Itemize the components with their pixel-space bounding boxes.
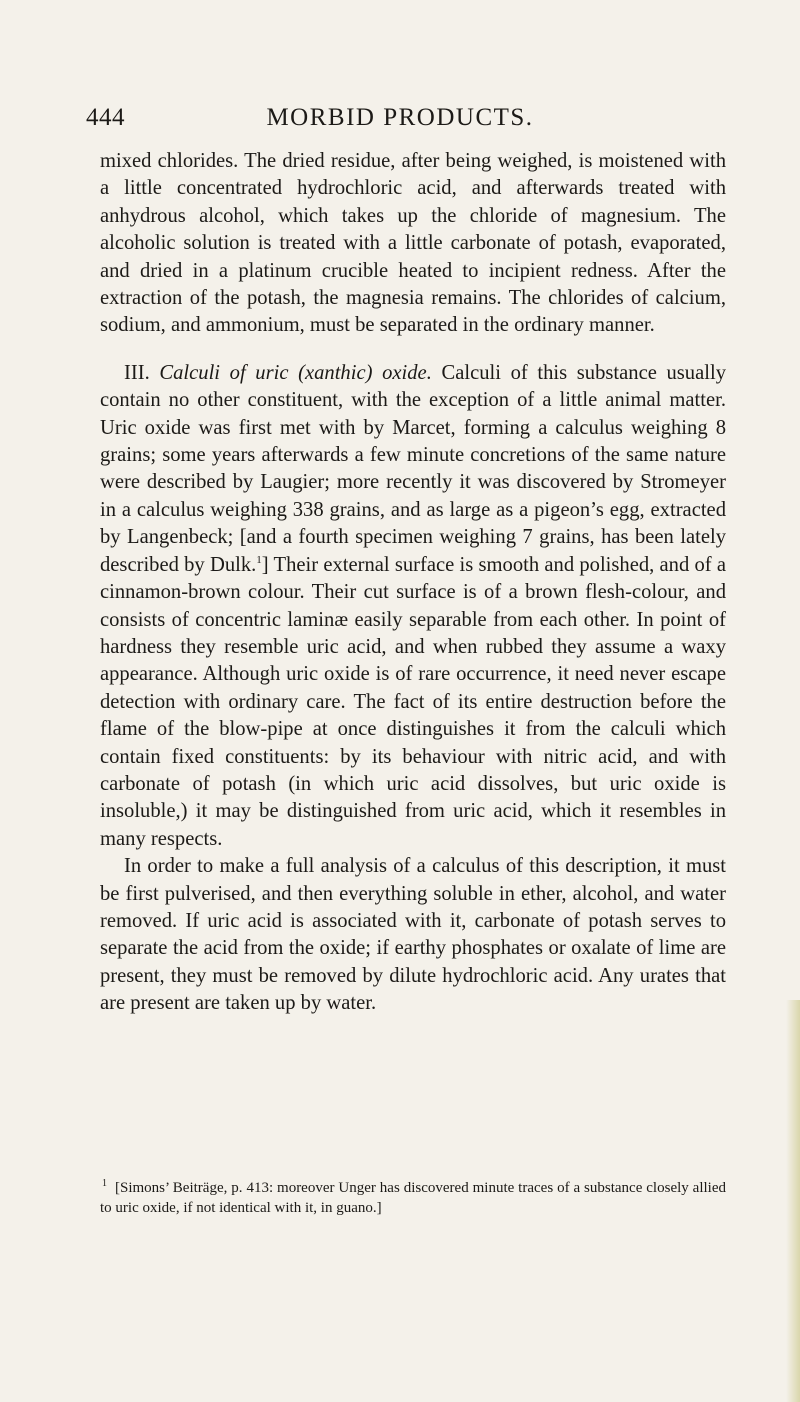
footnote-mark: 1: [102, 1178, 107, 1189]
running-title: MORBID PRODUCTS.: [266, 104, 534, 131]
section-numeral: III.: [124, 361, 150, 384]
paragraph-text-a: Calculi of this substance usually contain no other constituent, with the exception of a little animal matter. Uric oxide was first met with by Marcet, forming a calculus weighing 8 grains; some years afterwards a few minute concretions of the same nature were described by Laugier; more recently it was discovered by Stromeyer in a calculus weighing 338 grains, and as large as a pigeon’s egg, extracted by Langenbeck; [and a fourth specimen weighing 7 grains, has been lately described by Dulk.: [100, 361, 726, 576]
paragraph-analysis: In order to make a full analysis of a calculus of this description, it must be first pulverised, and then everything soluble in ether, alcohol, and water removed. If uric acid is associated with it, carbonate of potash serves to separate the acid from the oxide; if earthy phosphates or oxalate of lime are present, they must be removed by dilute hydrochloric acid. Any urates that are present are taken up by water.: [100, 855, 726, 1015]
section-heading: Calculi of uric (xanthic) oxide.: [159, 361, 432, 384]
running-head: [86, 104, 714, 134]
paragraph-uric-oxide: [100, 360, 726, 853]
footnote-text: [Simons’ Beiträge, p. 413: moreover Unger has discovered minute traces of a substance closely allied to uric oxide, if not identical with it, in guano.]: [100, 1180, 726, 1216]
body-text: [100, 148, 726, 1018]
footnote: [100, 1178, 726, 1218]
page-edge-shadow: [786, 1000, 800, 1402]
paragraph-continued: mixed chlorides. The dried residue, after being weighed, is moistened with a little concentrated hydrochloric acid, and afterwards treated with anhydrous alcohol, which takes up the chloride of magnesium. The alcoholic solution is treated with a little carbonate of potash, evaporated, and dried in a platinum crucible heated to incipient redness. After the extraction of the potash, the magnesia remains. The chlorides of calcium, sodium, and ammonium, must be separated in the ordinary manner.: [100, 150, 726, 337]
paragraph-text-b: ] Their external surface is smooth and polished, and of a cinnamon-brown colour. Their cut surface is of a brown flesh-colour, and consists of concentric laminæ easily separable from each other. In point of hardness they resemble uric acid, and when rubbed they assume a waxy appearance. Although uric oxide is of rare occurrence, it need never escape detection with ordinary care. The fact of its entire destruction before the flame of the blow-pipe at once distinguishes it from the calculi which contain fixed constituents: by its behaviour with nitric acid, and with carbonate of potash (in which uric acid dissolves, but uric oxide is insoluble,) it may be distinguished from uric acid, which it resembles in many respects.: [100, 553, 726, 850]
footnote-reference[interactable]: 1: [256, 553, 262, 566]
page-number: 444: [86, 104, 125, 131]
